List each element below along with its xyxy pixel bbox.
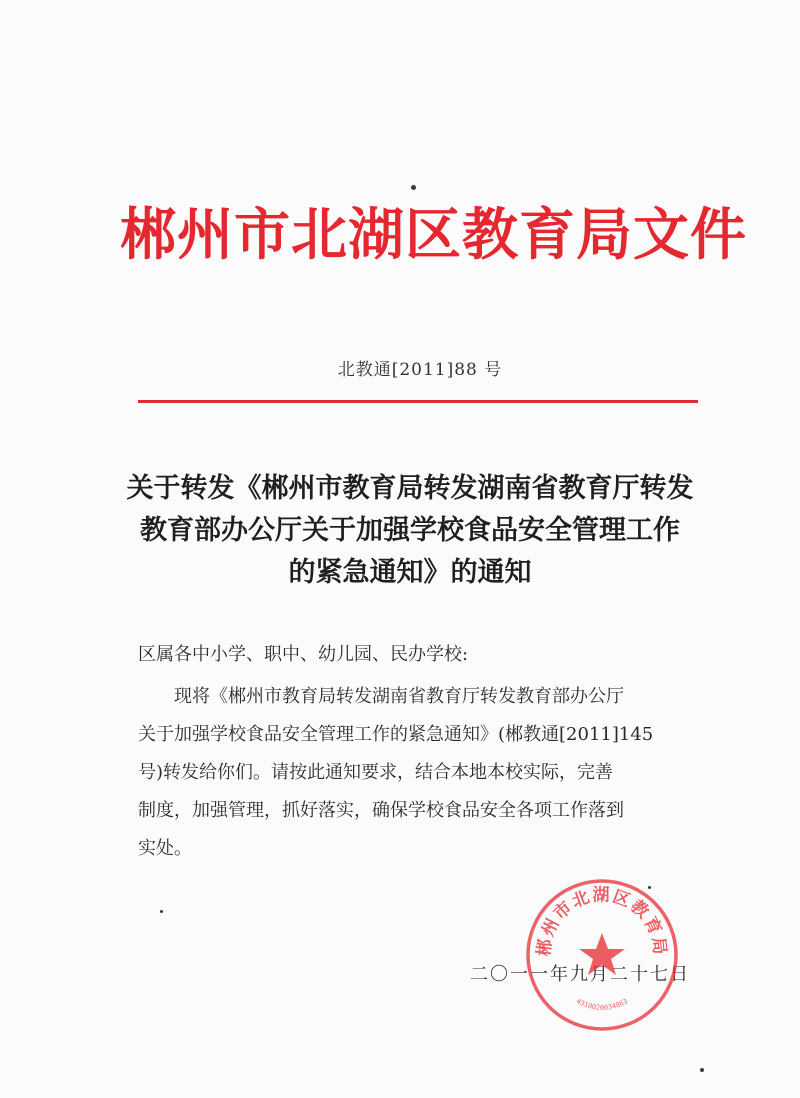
body-line: 号)转发给你们。请按此通知要求，结合本地本校实际，完善 <box>138 762 614 783</box>
scan-speck <box>700 1068 704 1072</box>
notice-title <box>110 468 710 594</box>
scan-speck <box>160 910 163 913</box>
notice-title-line: 教育部办公厅关于加强学校食品安全管理工作 <box>140 515 680 546</box>
body-line: 制度，加强管理，抓好落实，确保学校食品安全各项工作落到 <box>138 800 624 821</box>
body-line: 关于加强学校食品安全管理工作的紧急通知》(郴教通[2011]145 <box>138 724 654 745</box>
document-header-title: 郴州市北湖区教育局文件 <box>120 202 747 268</box>
official-seal-icon <box>522 875 682 1035</box>
issue-date: 二〇一一年九月二十七日 <box>470 964 690 985</box>
body-line: 现将《郴州市教育局转发湖南省教育厅转发教育部办公厅 <box>174 686 624 707</box>
notice-title-line: 关于转发《郴州市教育局转发湖南省教育厅转发 <box>126 473 694 504</box>
document-number: 北教通[2011]88 号 <box>337 360 503 380</box>
svg-text:4310020034863 <box>575 997 629 1012</box>
seal-serial: 4310020034863 <box>574 997 630 1012</box>
red-divider-line <box>138 400 698 403</box>
body-line: 实处。 <box>138 838 192 859</box>
recipient-line: 区属各中小学、职中、幼儿园、民办学校: <box>138 644 469 665</box>
scan-speck <box>648 886 651 889</box>
scan-speck <box>411 185 416 190</box>
body-paragraph <box>138 678 718 868</box>
notice-title-line: 的紧急通知》的通知 <box>288 557 532 588</box>
seal-text: 郴州市北湖区教育局 <box>534 885 670 958</box>
